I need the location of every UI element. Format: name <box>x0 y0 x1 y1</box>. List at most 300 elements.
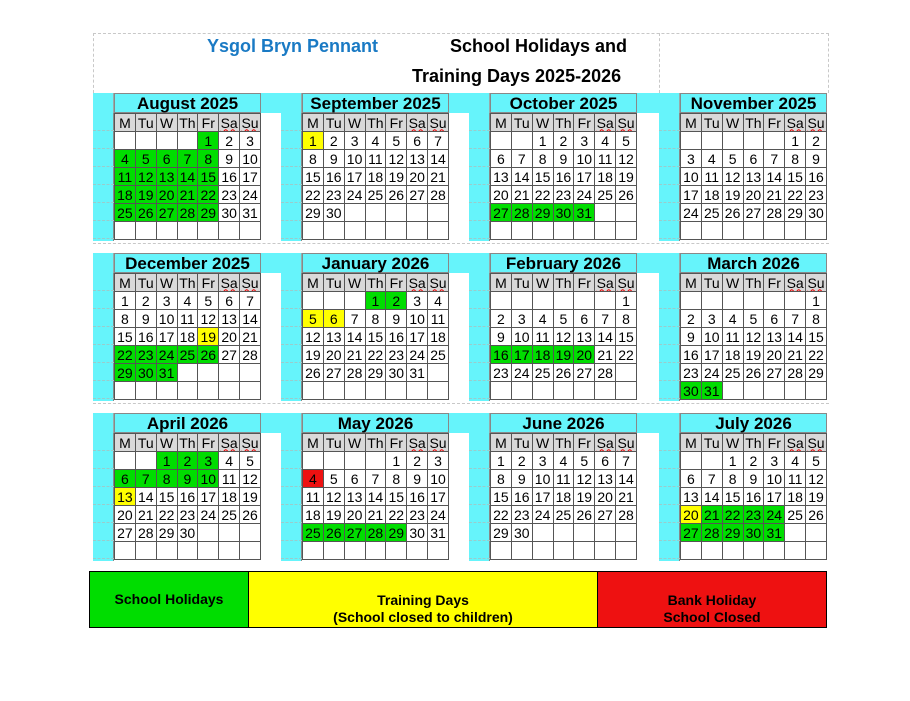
week-column-cell <box>469 309 490 327</box>
empty-day-cell <box>344 222 365 240</box>
weekday-label: M <box>115 274 136 292</box>
day-cell: 2 <box>553 132 574 150</box>
row-separator <box>93 243 829 244</box>
weekday-label: M <box>491 274 512 292</box>
week-row <box>115 524 261 542</box>
week-column-cell <box>93 113 114 131</box>
empty-day-cell <box>135 222 156 240</box>
day-cell: 20 <box>743 186 764 204</box>
day-cell: 2 <box>806 132 827 150</box>
day-cell: 31 <box>764 524 785 542</box>
week-column <box>93 433 114 561</box>
day-cell: 20 <box>219 328 240 346</box>
month-block <box>659 413 827 561</box>
day-cell: 12 <box>198 310 219 328</box>
empty-day-cell <box>532 382 553 400</box>
week-column-cell <box>659 541 680 559</box>
week-column-cell <box>469 469 490 487</box>
empty-day-cell <box>386 222 407 240</box>
empty-day-cell <box>240 222 261 240</box>
day-cell: 17 <box>156 328 177 346</box>
day-cell: 25 <box>595 186 616 204</box>
week-row <box>115 186 261 204</box>
empty-day-cell <box>177 222 198 240</box>
day-cell: 10 <box>198 470 219 488</box>
day-cell: 8 <box>532 150 553 168</box>
empty-day-cell <box>574 222 595 240</box>
empty-day-cell <box>428 364 449 382</box>
week-column-cell <box>281 113 302 131</box>
day-cell: 14 <box>135 488 156 506</box>
week-column-cell <box>93 505 114 523</box>
day-cell: 25 <box>553 506 574 524</box>
day-cell: 6 <box>219 292 240 310</box>
weekday-label: Sa <box>408 434 426 451</box>
week-row <box>303 132 449 150</box>
week-row <box>115 364 261 382</box>
day-cell: 19 <box>323 506 344 524</box>
month-block <box>469 253 637 401</box>
day-cell: 7 <box>616 452 637 470</box>
day-cell: 25 <box>177 346 198 364</box>
day-cell: 31 <box>156 364 177 382</box>
day-cell: 30 <box>219 204 240 222</box>
day-cell: 9 <box>135 310 156 328</box>
day-cell: 16 <box>491 346 512 364</box>
week-row <box>681 346 827 364</box>
day-cell: 16 <box>743 488 764 506</box>
day-cell: 23 <box>386 346 407 364</box>
day-cell: 14 <box>785 328 806 346</box>
empty-day-cell <box>428 222 449 240</box>
day-cell: 20 <box>764 346 785 364</box>
weekday-header-row <box>491 114 637 132</box>
week-column-cell <box>659 131 680 149</box>
day-cell: 24 <box>532 506 553 524</box>
day-cell: 17 <box>764 488 785 506</box>
week-row <box>303 310 449 328</box>
spacer-cap <box>261 93 281 113</box>
week-row <box>491 328 637 346</box>
week-column <box>281 273 302 401</box>
day-cell: 7 <box>595 310 616 328</box>
day-cell: 20 <box>595 488 616 506</box>
weekday-label: Th <box>365 114 386 132</box>
month-calendar-table <box>490 433 637 560</box>
spacer-cap <box>449 253 469 273</box>
week-column-cell <box>281 487 302 505</box>
day-cell: 22 <box>198 186 219 204</box>
day-cell: 27 <box>743 204 764 222</box>
day-cell: 9 <box>743 470 764 488</box>
day-cell: 15 <box>722 488 743 506</box>
weekday-label: Tu <box>511 434 532 452</box>
week-row <box>115 488 261 506</box>
week-column-cell <box>469 523 490 541</box>
empty-day-cell <box>428 542 449 560</box>
empty-day-cell <box>365 542 386 560</box>
empty-day-cell <box>701 292 722 310</box>
day-cell: 3 <box>701 310 722 328</box>
day-cell: 16 <box>219 168 240 186</box>
empty-day-cell <box>806 542 827 560</box>
day-cell: 22 <box>722 506 743 524</box>
empty-day-cell <box>595 382 616 400</box>
week-column <box>93 273 114 401</box>
day-cell: 6 <box>344 470 365 488</box>
day-cell: 6 <box>743 150 764 168</box>
day-cell: 21 <box>240 328 261 346</box>
empty-day-cell <box>701 132 722 150</box>
day-cell: 9 <box>511 470 532 488</box>
day-cell: 6 <box>764 310 785 328</box>
week-row <box>303 452 449 470</box>
weekday-label: Sa <box>408 114 426 131</box>
day-cell: 13 <box>764 328 785 346</box>
day-cell: 27 <box>407 186 428 204</box>
day-cell: 26 <box>553 364 574 382</box>
day-cell: 8 <box>303 150 324 168</box>
weekday-label: W <box>344 434 365 452</box>
day-cell: 21 <box>365 506 386 524</box>
week-row <box>115 204 261 222</box>
week-row <box>115 382 261 400</box>
week-row <box>491 382 637 400</box>
day-cell: 5 <box>303 310 324 328</box>
day-cell: 3 <box>532 452 553 470</box>
week-column-cell <box>659 433 680 451</box>
week-column-cell <box>93 541 114 559</box>
day-cell: 14 <box>616 470 637 488</box>
day-cell: 12 <box>553 328 574 346</box>
day-cell: 17 <box>701 346 722 364</box>
day-cell: 29 <box>491 524 512 542</box>
day-cell: 18 <box>532 346 553 364</box>
day-cell: 13 <box>407 150 428 168</box>
day-cell: 1 <box>532 132 553 150</box>
empty-day-cell <box>344 292 365 310</box>
empty-day-cell <box>365 222 386 240</box>
weekday-header-row <box>115 114 261 132</box>
week-column-cell <box>93 309 114 327</box>
week-row <box>115 542 261 560</box>
day-cell: 5 <box>743 310 764 328</box>
empty-day-cell <box>511 292 532 310</box>
day-cell: 28 <box>135 524 156 542</box>
day-cell: 25 <box>785 506 806 524</box>
day-cell: 20 <box>681 506 702 524</box>
week-column-cell <box>281 451 302 469</box>
day-cell: 12 <box>386 150 407 168</box>
week-column <box>659 113 680 241</box>
day-cell: 15 <box>785 168 806 186</box>
week-row <box>303 346 449 364</box>
week-column-cell <box>281 469 302 487</box>
day-cell: 29 <box>365 364 386 382</box>
weekday-label: Fr <box>764 434 785 452</box>
weekday-label: Su <box>617 274 635 291</box>
weekday-label: Fr <box>386 434 407 452</box>
week-column-cell <box>659 167 680 185</box>
week-column <box>469 113 490 241</box>
empty-day-cell <box>386 204 407 222</box>
weekday-label: Th <box>177 434 198 452</box>
empty-day-cell <box>115 132 136 150</box>
day-cell: 29 <box>722 524 743 542</box>
week-row <box>491 506 637 524</box>
empty-day-cell <box>616 204 637 222</box>
empty-day-cell <box>785 542 806 560</box>
day-cell: 28 <box>616 506 637 524</box>
weekday-label: Su <box>807 274 825 291</box>
day-cell: 23 <box>491 364 512 382</box>
day-cell: 10 <box>701 328 722 346</box>
day-cell: 19 <box>240 488 261 506</box>
day-cell: 3 <box>344 132 365 150</box>
weekday-label: Th <box>743 434 764 452</box>
day-cell: 1 <box>386 452 407 470</box>
week-column-cell <box>659 221 680 239</box>
empty-day-cell <box>616 542 637 560</box>
week-column-cell <box>281 327 302 345</box>
empty-day-cell <box>553 222 574 240</box>
day-cell: 25 <box>532 364 553 382</box>
empty-day-cell <box>532 292 553 310</box>
weekday-label: Fr <box>574 114 595 132</box>
day-cell: 2 <box>681 310 702 328</box>
empty-day-cell <box>323 542 344 560</box>
weekday-label: Su <box>429 274 447 291</box>
day-cell: 24 <box>764 506 785 524</box>
day-cell: 30 <box>323 204 344 222</box>
empty-day-cell <box>198 364 219 382</box>
weekday-label: Su <box>241 274 259 291</box>
weekday-label: Tu <box>323 114 344 132</box>
week-column-cell <box>93 469 114 487</box>
week-column-cell <box>469 203 490 221</box>
day-cell: 1 <box>722 452 743 470</box>
weekday-label: Fr <box>198 114 219 132</box>
day-cell: 3 <box>240 132 261 150</box>
week-column-cap <box>281 413 302 433</box>
empty-day-cell <box>743 382 764 400</box>
day-cell: 17 <box>344 168 365 186</box>
empty-day-cell <box>303 292 324 310</box>
day-cell: 22 <box>115 346 136 364</box>
empty-day-cell <box>616 364 637 382</box>
empty-day-cell <box>595 204 616 222</box>
weekday-label: Sa <box>596 114 614 131</box>
week-column-cap <box>93 413 114 433</box>
empty-day-cell <box>681 222 702 240</box>
day-cell: 10 <box>156 310 177 328</box>
day-cell: 4 <box>553 452 574 470</box>
week-row <box>681 364 827 382</box>
day-cell: 18 <box>722 346 743 364</box>
weekday-label: W <box>722 434 743 452</box>
day-cell: 21 <box>135 506 156 524</box>
day-cell: 30 <box>177 524 198 542</box>
day-cell: 6 <box>115 470 136 488</box>
empty-day-cell <box>511 542 532 560</box>
weekday-label: Th <box>743 274 764 292</box>
day-cell: 26 <box>323 524 344 542</box>
day-cell: 20 <box>323 346 344 364</box>
week-row <box>681 168 827 186</box>
weekday-label: Fr <box>386 114 407 132</box>
empty-day-cell <box>198 382 219 400</box>
legend-training-note: (School closed to children) <box>333 608 513 625</box>
day-cell: 11 <box>177 310 198 328</box>
empty-day-cell <box>135 542 156 560</box>
week-column-cell <box>281 309 302 327</box>
week-column-cap <box>469 413 490 433</box>
empty-day-cell <box>553 382 574 400</box>
week-column-cell <box>469 185 490 203</box>
week-column-cell <box>93 149 114 167</box>
day-cell: 29 <box>386 524 407 542</box>
day-cell: 25 <box>303 524 324 542</box>
weekday-label: Su <box>241 434 259 451</box>
empty-day-cell <box>743 132 764 150</box>
week-column-cell <box>281 291 302 309</box>
weekday-label: Su <box>807 114 825 131</box>
month-block <box>469 413 637 561</box>
day-cell: 25 <box>365 186 386 204</box>
empty-day-cell <box>511 382 532 400</box>
weekday-label: Tu <box>323 434 344 452</box>
day-cell: 14 <box>764 168 785 186</box>
empty-day-cell <box>743 542 764 560</box>
day-cell: 28 <box>365 524 386 542</box>
day-cell: 27 <box>344 524 365 542</box>
day-cell: 8 <box>386 470 407 488</box>
month-calendar-table <box>680 273 827 400</box>
day-cell: 17 <box>407 328 428 346</box>
week-row <box>303 222 449 240</box>
weekday-label: Tu <box>323 274 344 292</box>
day-cell: 3 <box>198 452 219 470</box>
weekday-label: Sa <box>408 274 426 291</box>
day-cell: 23 <box>511 506 532 524</box>
day-cell: 23 <box>743 506 764 524</box>
day-cell: 28 <box>595 364 616 382</box>
day-cell: 8 <box>722 470 743 488</box>
week-column-cell <box>281 149 302 167</box>
empty-day-cell <box>616 222 637 240</box>
weekday-label: W <box>532 434 553 452</box>
empty-day-cell <box>701 452 722 470</box>
day-cell: 7 <box>701 470 722 488</box>
empty-day-cell <box>764 222 785 240</box>
weekday-header-row <box>115 434 261 452</box>
day-cell: 17 <box>574 168 595 186</box>
day-cell: 3 <box>764 452 785 470</box>
weekday-label: Tu <box>511 274 532 292</box>
empty-day-cell <box>681 452 702 470</box>
week-column-cell <box>659 487 680 505</box>
empty-day-cell <box>681 292 702 310</box>
day-cell: 11 <box>553 470 574 488</box>
week-row <box>681 524 827 542</box>
day-cell: 28 <box>701 524 722 542</box>
day-cell: 6 <box>156 150 177 168</box>
day-cell: 18 <box>115 186 136 204</box>
weekday-label: Sa <box>596 434 614 451</box>
day-cell: 11 <box>365 150 386 168</box>
week-column-cell <box>469 221 490 239</box>
day-cell: 13 <box>681 488 702 506</box>
day-cell: 17 <box>240 168 261 186</box>
week-column-cell <box>93 273 114 291</box>
empty-day-cell <box>595 542 616 560</box>
empty-day-cell <box>177 364 198 382</box>
weekday-label: Tu <box>135 274 156 292</box>
empty-day-cell <box>240 524 261 542</box>
day-cell: 12 <box>722 168 743 186</box>
weekday-header-row <box>681 274 827 292</box>
day-cell: 20 <box>344 506 365 524</box>
empty-day-cell <box>365 452 386 470</box>
weekday-label: Su <box>807 434 825 451</box>
day-cell: 29 <box>785 204 806 222</box>
weekday-label: Th <box>365 434 386 452</box>
empty-day-cell <box>115 542 136 560</box>
day-cell: 24 <box>407 346 428 364</box>
weekday-label: W <box>344 274 365 292</box>
day-cell: 28 <box>764 204 785 222</box>
weekday-label: Th <box>553 274 574 292</box>
day-cell: 24 <box>156 346 177 364</box>
day-cell: 26 <box>616 186 637 204</box>
week-column-cell <box>93 291 114 309</box>
week-column-cell <box>469 327 490 345</box>
week-column-cell <box>469 131 490 149</box>
weekday-label: Su <box>241 114 259 131</box>
day-cell: 7 <box>511 150 532 168</box>
day-cell: 3 <box>407 292 428 310</box>
week-row <box>491 132 637 150</box>
week-row <box>115 346 261 364</box>
day-cell: 12 <box>806 470 827 488</box>
day-cell: 20 <box>407 168 428 186</box>
week-column-cell <box>281 345 302 363</box>
day-cell: 7 <box>177 150 198 168</box>
day-cell: 7 <box>428 132 449 150</box>
day-cell: 2 <box>177 452 198 470</box>
empty-day-cell <box>156 222 177 240</box>
week-column-cell <box>469 505 490 523</box>
weekday-label: W <box>344 114 365 132</box>
day-cell: 31 <box>240 204 261 222</box>
week-column-cell <box>659 327 680 345</box>
month-title: August 2025 <box>114 93 261 113</box>
week-column-cell <box>281 541 302 559</box>
week-column-cell <box>659 291 680 309</box>
weekday-label: Tu <box>701 114 722 132</box>
month-block <box>659 253 827 401</box>
day-cell: 7 <box>365 470 386 488</box>
day-cell: 4 <box>365 132 386 150</box>
day-cell: 26 <box>722 204 743 222</box>
weekday-label: M <box>115 114 136 132</box>
day-cell: 3 <box>156 292 177 310</box>
day-cell: 5 <box>135 150 156 168</box>
week-column-cell <box>281 363 302 381</box>
day-cell: 28 <box>344 364 365 382</box>
day-cell: 18 <box>177 328 198 346</box>
empty-day-cell <box>156 542 177 560</box>
